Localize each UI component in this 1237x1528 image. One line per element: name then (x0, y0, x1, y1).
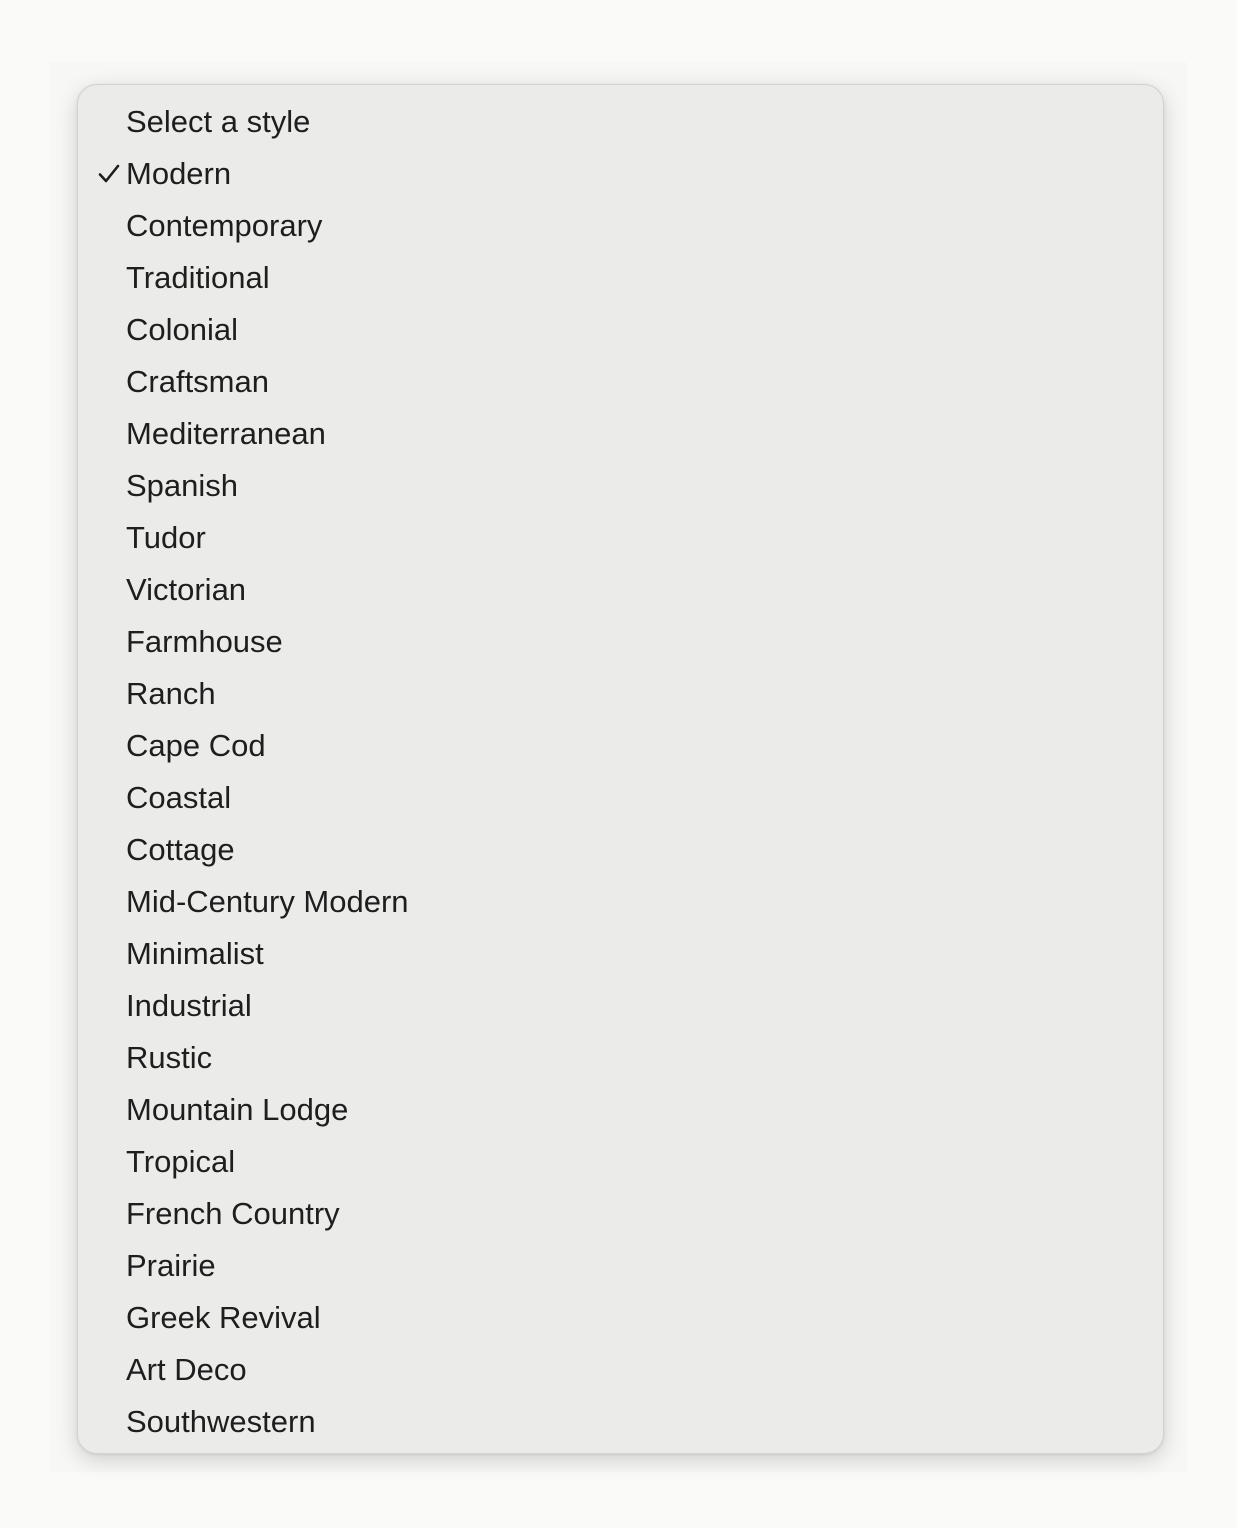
checkmark-icon (96, 200, 122, 252)
option-farmhouse[interactable] (78, 616, 1163, 668)
option-label: Rustic (126, 1040, 213, 1075)
option-label: Farmhouse (126, 624, 283, 659)
checkmark-icon (96, 824, 122, 876)
option-label: French Country (126, 1196, 340, 1231)
option-cape-cod[interactable] (78, 720, 1163, 772)
option-coastal[interactable] (78, 772, 1163, 824)
checkmark-icon (96, 980, 122, 1032)
option-prairie[interactable] (78, 1240, 1163, 1292)
checkmark-icon (96, 512, 122, 564)
option-label: Colonial (126, 312, 239, 347)
option-tropical[interactable] (78, 1136, 1163, 1188)
option-label: Minimalist (126, 936, 264, 971)
option-label: Greek Revival (126, 1300, 321, 1335)
option-minimalist[interactable] (78, 928, 1163, 980)
option-label: Mountain Lodge (126, 1092, 349, 1127)
option-select-a-style[interactable] (78, 96, 1163, 148)
option-tudor[interactable] (78, 512, 1163, 564)
option-label: Cape Cod (126, 728, 266, 763)
option-mid-century-modern[interactable] (78, 876, 1163, 928)
option-label: Tudor (126, 520, 206, 555)
option-label: Select a style (126, 104, 311, 139)
option-label: Coastal (126, 780, 232, 815)
option-cottage[interactable] (78, 824, 1163, 876)
checkmark-icon (96, 148, 122, 200)
option-label: Art Deco (126, 1352, 247, 1387)
option-label: Spanish (126, 468, 239, 503)
option-label: Industrial (126, 988, 252, 1023)
option-modern[interactable] (78, 148, 1163, 200)
option-label: Victorian (126, 572, 247, 607)
option-ranch[interactable] (78, 668, 1163, 720)
option-label: Southwestern (126, 1404, 316, 1439)
option-label: Contemporary (126, 208, 323, 243)
checkmark-icon (96, 928, 122, 980)
option-craftsman[interactable] (78, 356, 1163, 408)
option-southwestern[interactable] (78, 1396, 1163, 1448)
checkmark-icon (96, 564, 122, 616)
checkmark-icon (96, 1136, 122, 1188)
option-label: Cottage (126, 832, 235, 867)
option-label: Ranch (126, 676, 216, 711)
option-label: Craftsman (126, 364, 269, 399)
checkmark-icon (96, 616, 122, 668)
checkmark-icon (96, 1396, 122, 1448)
checkmark-icon (96, 1240, 122, 1292)
option-mountain-lodge[interactable] (78, 1084, 1163, 1136)
option-mediterranean[interactable] (78, 408, 1163, 460)
checkmark-icon (96, 356, 122, 408)
checkmark-icon (96, 772, 122, 824)
option-colonial[interactable] (78, 304, 1163, 356)
checkmark-icon (96, 460, 122, 512)
option-art-deco[interactable] (78, 1344, 1163, 1396)
option-label: Modern (126, 156, 232, 191)
checkmark-icon (96, 876, 122, 928)
option-label: Mid-Century Modern (126, 884, 409, 919)
option-label: Tropical (126, 1144, 236, 1179)
checkmark-icon (96, 96, 122, 148)
checkmark-icon (96, 720, 122, 772)
checkmark-icon (96, 1188, 122, 1240)
option-label: Mediterranean (126, 416, 326, 451)
option-label: Traditional (126, 260, 270, 295)
checkmark-icon (96, 252, 122, 304)
option-greek-revival[interactable] (78, 1292, 1163, 1344)
style-dropdown-menu[interactable] (77, 84, 1164, 1454)
option-industrial[interactable] (78, 980, 1163, 1032)
checkmark-icon (96, 1084, 122, 1136)
checkmark-icon (96, 668, 122, 720)
checkmark-icon (96, 1344, 122, 1396)
checkmark-icon (96, 304, 122, 356)
option-victorian[interactable] (78, 564, 1163, 616)
option-french-country[interactable] (78, 1188, 1163, 1240)
option-spanish[interactable] (78, 460, 1163, 512)
checkmark-icon (96, 1292, 122, 1344)
option-rustic[interactable] (78, 1032, 1163, 1084)
checkmark-icon (96, 408, 122, 460)
option-traditional[interactable] (78, 252, 1163, 304)
option-label: Prairie (126, 1248, 216, 1283)
option-contemporary[interactable] (78, 200, 1163, 252)
checkmark-icon (96, 1032, 122, 1084)
